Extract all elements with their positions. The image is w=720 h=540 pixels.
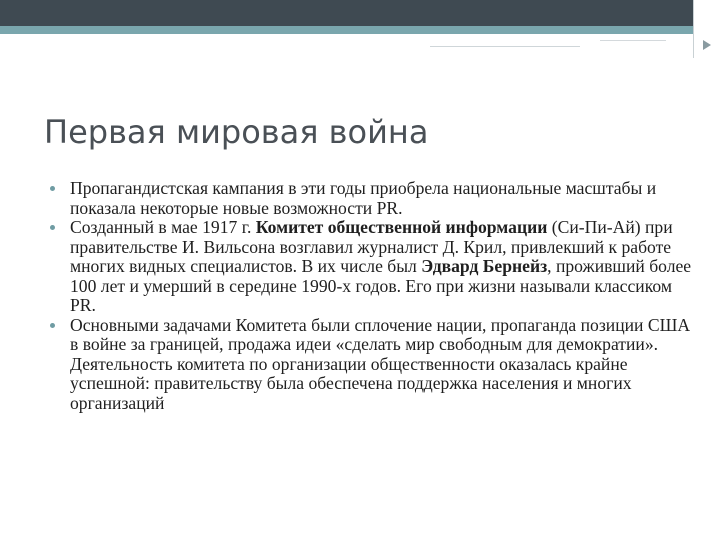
bullet-item <box>70 218 698 316</box>
decorative-line <box>600 40 666 41</box>
bullet-text: (Си-Пи-Ай) при правительстве И. Вильсона возглавил журналист Д. Крил, привлекший к работе многих видных специалистов. В их числе был <box>70 217 673 276</box>
bullet-text: Пропагандистская кампания в эти годы приобрела национальные масштабы и показала некоторые новые возможности PR. <box>70 178 657 218</box>
committee-name: Комитет общественной информации <box>255 217 548 237</box>
bullet-icon <box>50 225 55 230</box>
accent-strip <box>0 26 720 34</box>
decorative-line <box>430 46 580 47</box>
bullet-icon <box>50 186 55 191</box>
bullet-text: , проживший более 100 лет и умерший в середине 1990-х годов. Его при жизни называли классиком PR. <box>70 256 692 315</box>
bullet-text: Основными задачами Комитета были сплочение нации, пропаганда позиции США в войне за границей, продажа идеи «сделать мир свободным для демократии». Деятельность комитета по организации общественности оказалась крайне успешной: правительству была обеспечена поддержка населения и многих организаций <box>70 314 691 413</box>
header-band <box>0 0 720 26</box>
person-name: Эдвард Бернейз <box>421 256 548 276</box>
bullet-item <box>70 316 698 414</box>
bullet-item <box>70 179 698 218</box>
bullet-list <box>70 179 698 413</box>
bullet-icon <box>50 323 55 328</box>
slide-title: Первая мировая война <box>44 113 429 151</box>
bullet-text: Созданный в мае 1917 г. <box>70 217 256 237</box>
triangle-right-icon <box>703 40 711 50</box>
